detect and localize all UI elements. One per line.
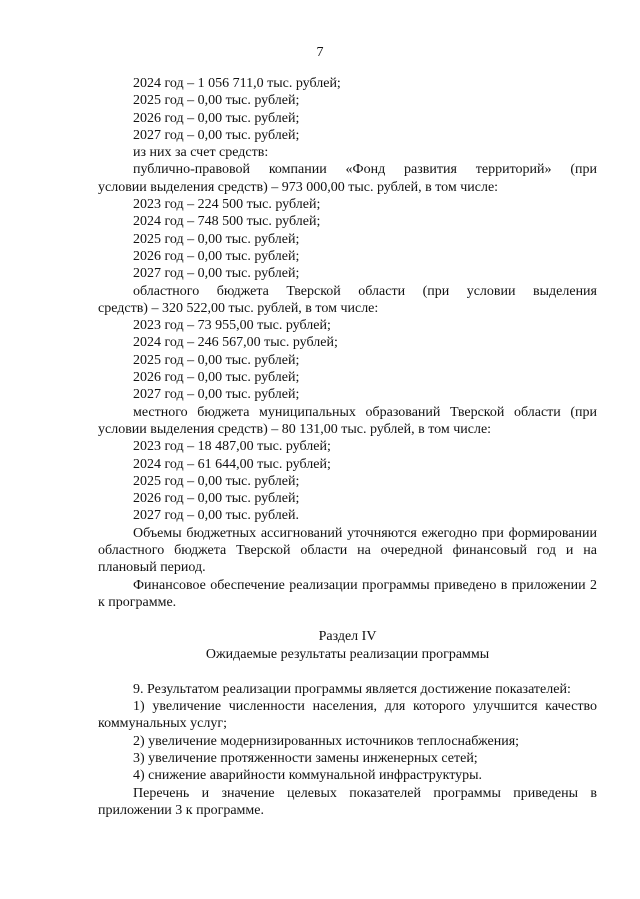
local-year-2026: 2026 год – 0,00 тыс. рублей; bbox=[133, 491, 300, 507]
regional-year-2027: 2027 год – 0,00 тыс. рублей; bbox=[133, 387, 300, 403]
regional-source-line1: областного бюджета Тверской области (при условии выделения bbox=[133, 283, 597, 299]
fund-year-2026: 2026 год – 0,00 тыс. рублей; bbox=[133, 248, 300, 264]
fund-year-2025: 2025 год – 0,00 тыс. рублей; bbox=[133, 231, 300, 247]
fund-year-2024: 2024 год – 748 500 тыс. рублей; bbox=[133, 214, 321, 230]
local-source-line1: местного бюджета муниципальных образований Тверской области (при bbox=[133, 404, 597, 420]
section-title: Ожидаемые результаты реализации программы bbox=[205, 646, 490, 662]
section-label: Раздел IV bbox=[318, 629, 377, 645]
local-year-2024: 2024 год – 61 644,00 тыс. рублей; bbox=[133, 456, 331, 472]
funding-sources-intro: из них за счет средств: bbox=[133, 145, 269, 161]
document-body bbox=[98, 75, 597, 819]
appendix2-paragraph: Финансовое обеспечение реализации программы приведено в приложении 2 к программе. bbox=[98, 577, 597, 610]
appendix3-paragraph: Перечень и значение целевых показателей программы приведены в приложении 3 к программе. bbox=[98, 785, 597, 818]
funding-line-2024: 2024 год – 1 056 711,0 тыс. рублей; bbox=[133, 76, 341, 91]
funding-line-2026: 2026 год – 0,00 тыс. рублей; bbox=[133, 110, 300, 126]
results-item-2: 2) увеличение модернизированных источников теплоснабжения; bbox=[133, 733, 520, 749]
fund-year-2023: 2023 год – 224 500 тыс. рублей; bbox=[133, 197, 321, 213]
fund-year-2027: 2027 год – 0,00 тыс. рублей; bbox=[133, 266, 300, 282]
regional-year-2024: 2024 год – 246 567,00 тыс. рублей; bbox=[133, 335, 338, 351]
regional-year-2023: 2023 год – 73 955,00 тыс. рублей; bbox=[133, 318, 331, 334]
volumes-paragraph: Объемы бюджетных ассигнований уточняются ежегодно при формировании областного бюджета Тверской области на очередной финансовый год и на плановый период. bbox=[98, 525, 597, 576]
results-item-3: 3) увеличение протяженности замены инженерных сетей; bbox=[133, 750, 478, 766]
local-year-2027: 2027 год – 0,00 тыс. рублей. bbox=[133, 508, 299, 524]
funding-line-2025: 2025 год – 0,00 тыс. рублей; bbox=[133, 93, 300, 109]
local-year-2025: 2025 год – 0,00 тыс. рублей; bbox=[133, 473, 300, 489]
results-item-1: 1) увеличение численности населения, для которого улучшится качество коммунальных услуг; bbox=[98, 699, 597, 732]
fund-source-line2: условии выделения средств) – 973 000,00 тыс. рублей, в том числе: bbox=[98, 179, 499, 195]
regional-source-line2: средств) – 320 522,00 тыс. рублей, в том числе: bbox=[98, 300, 379, 316]
regional-year-2025: 2025 год – 0,00 тыс. рублей; bbox=[133, 352, 300, 368]
fund-source-line1: публично-правовой компании «Фонд развития территорий» (при bbox=[133, 162, 597, 178]
results-intro-paragraph: 9. Результатом реализации программы является достижение показателей: bbox=[133, 681, 571, 697]
local-source-line2: условии выделения средств) – 80 131,00 тыс. рублей, в том числе: bbox=[98, 421, 492, 437]
local-year-2023: 2023 год – 18 487,00 тыс. рублей; bbox=[133, 439, 331, 455]
results-item-4: 4) снижение аварийности коммунальной инфраструктуры. bbox=[133, 768, 483, 784]
regional-year-2026: 2026 год – 0,00 тыс. рублей; bbox=[133, 370, 300, 386]
page-number: 7 bbox=[316, 45, 324, 60]
funding-line-2027: 2027 год – 0,00 тыс. рублей; bbox=[133, 127, 300, 143]
